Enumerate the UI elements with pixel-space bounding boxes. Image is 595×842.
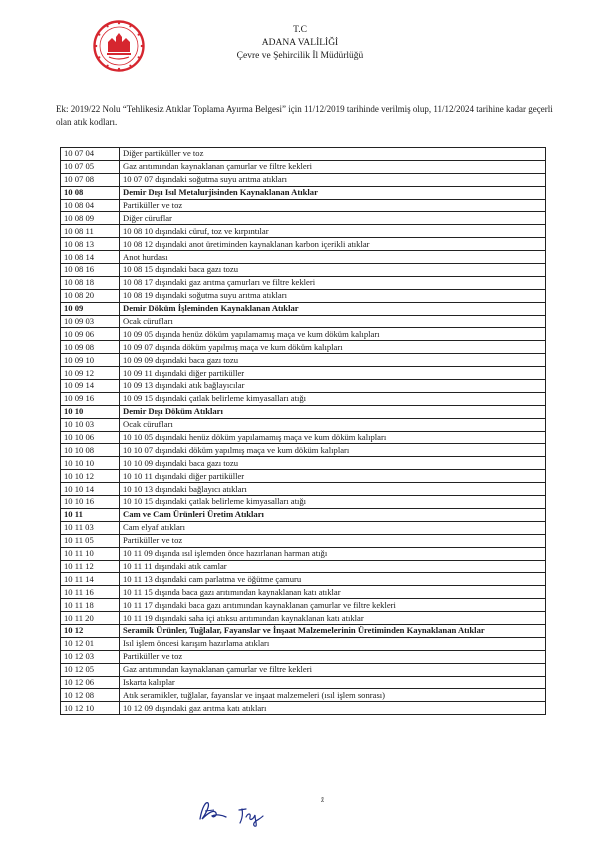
waste-code-cell: 10 09 06 <box>61 328 120 341</box>
waste-code-cell: 10 12 08 <box>61 689 120 702</box>
waste-description-cell: 10 08 10 dışındaki cüruf, toz ve kırpıntılar <box>120 225 546 238</box>
table-row <box>61 315 546 328</box>
table-row <box>61 289 546 302</box>
waste-description-cell: 10 11 09 dışında ısıl işlemden önce hazırlanan harman atığı <box>120 547 546 560</box>
table-row <box>61 367 546 380</box>
waste-description-cell: Gaz arıtımından kaynaklanan çamurlar ve filtre kekleri <box>120 663 546 676</box>
waste-code-cell: 10 11 20 <box>61 612 120 625</box>
table-row <box>61 470 546 483</box>
waste-code-cell: 10 10 12 <box>61 470 120 483</box>
waste-code-cell: 10 08 16 <box>61 264 120 277</box>
waste-code-cell: 10 09 <box>61 302 120 315</box>
ministry-seal-logo <box>93 20 145 72</box>
waste-description-cell: 10 08 17 dışındaki gaz arıtma çamurları ve filtre kekleri <box>120 276 546 289</box>
waste-code-cell: 10 07 05 <box>61 160 120 173</box>
waste-description-cell: 10 09 05 dışında henüz döküm yapılamamış maça ve kum döküm kalıpları <box>120 328 546 341</box>
waste-code-cell: 10 10 06 <box>61 431 120 444</box>
waste-code-cell: 10 08 11 <box>61 225 120 238</box>
waste-code-cell: 10 11 <box>61 508 120 521</box>
header-line-2: ADANA VALİLİĞİ <box>261 38 339 48</box>
waste-description-cell: Anot hurdası <box>120 251 546 264</box>
waste-description-cell: Isıl işlem öncesi karışım hazırlama atıkları <box>120 637 546 650</box>
table-row <box>61 392 546 405</box>
page-mark: ž <box>321 796 325 804</box>
waste-code-cell: 10 11 05 <box>61 534 120 547</box>
header-line-1: T.C <box>293 25 307 35</box>
waste-code-cell: 10 10 10 <box>61 457 120 470</box>
waste-code-cell: 10 08 18 <box>61 276 120 289</box>
waste-description-cell: Diğer partiküller ve toz <box>120 148 546 161</box>
waste-description-cell: 10 10 07 dışındaki döküm yapılmış maça ve kum döküm kalıpları <box>120 444 546 457</box>
waste-code-cell: 10 11 18 <box>61 599 120 612</box>
waste-code-cell: 10 12 <box>61 624 120 637</box>
waste-description-cell: 10 11 19 dışındaki saha içi atıksu arıtımından kaynaklanan katı atıklar <box>120 612 546 625</box>
table-row <box>61 676 546 689</box>
signature-2 <box>236 804 266 828</box>
table-row <box>61 225 546 238</box>
waste-code-cell: 10 07 04 <box>61 148 120 161</box>
table-row <box>61 663 546 676</box>
section-heading-row <box>61 624 546 637</box>
waste-code-cell: 10 09 08 <box>61 341 120 354</box>
intro-paragraph: Ek: 2019/22 Nolu “Tehlikesiz Atıklar Toplama Ayırma Belgesi” için 11/12/2019 tarihinde verilmiş olup, 11/12/2024 tarihine kadar geçerli olan atık kodları. <box>56 104 553 127</box>
waste-description-cell: 10 09 13 dışındaki atık bağlayıcılar <box>120 380 546 393</box>
waste-code-cell: 10 12 10 <box>61 702 120 715</box>
table-row <box>61 547 546 560</box>
waste-description-cell: Ocak cürufları <box>120 315 546 328</box>
waste-description-cell: 10 11 13 dışındaki cam parlatma ve öğütme çamuru <box>120 573 546 586</box>
waste-code-table <box>60 147 546 715</box>
waste-description-cell: 10 10 13 dışındaki bağlayıcı atıkları <box>120 483 546 496</box>
waste-code-cell: 10 10 08 <box>61 444 120 457</box>
waste-code-cell: 10 08 14 <box>61 251 120 264</box>
section-heading-row <box>61 302 546 315</box>
waste-description-cell: Atık seramikler, tuğlalar, fayanslar ve inşaat malzemeleri (ısıl işlem sonrası) <box>120 689 546 702</box>
table-row <box>61 573 546 586</box>
waste-description-cell: 10 08 15 dışındaki baca gazı tozu <box>120 264 546 277</box>
waste-description-cell: Cam ve Cam Ürünleri Üretim Atıkları <box>120 508 546 521</box>
table-row <box>61 586 546 599</box>
waste-description-cell: 10 10 11 dışındaki diğer partiküller <box>120 470 546 483</box>
waste-code-cell: 10 11 16 <box>61 586 120 599</box>
waste-description-cell: 10 09 15 dışındaki çatlak belirleme kimyasalları atığı <box>120 392 546 405</box>
table-row <box>61 637 546 650</box>
waste-description-cell: 10 11 17 dışındaki baca gazı arıtımından kaynaklanan çamurlar ve filtre kekleri <box>120 599 546 612</box>
waste-code-cell: 10 10 14 <box>61 483 120 496</box>
waste-code-cell: 10 09 14 <box>61 380 120 393</box>
table-row <box>61 251 546 264</box>
waste-description-cell: Ocak cürufları <box>120 418 546 431</box>
waste-code-cell: 10 12 05 <box>61 663 120 676</box>
table-row <box>61 160 546 173</box>
waste-description-cell: 10 12 09 dışındaki gaz arıtma katı atıkları <box>120 702 546 715</box>
waste-description-cell: 10 09 07 dışında döküm yapılmış maça ve kum döküm kalıpları <box>120 341 546 354</box>
table-row <box>61 431 546 444</box>
section-heading-row <box>61 508 546 521</box>
table-row <box>61 650 546 663</box>
waste-description-cell: 10 11 11 dışındaki atık camlar <box>120 560 546 573</box>
table-row <box>61 599 546 612</box>
waste-description-cell: 10 09 11 dışındaki diğer partiküller <box>120 367 546 380</box>
signature-1 <box>196 797 230 825</box>
table-row <box>61 328 546 341</box>
table-row <box>61 341 546 354</box>
waste-description-cell: Iskarta kalıplar <box>120 676 546 689</box>
waste-code-cell: 10 10 <box>61 405 120 418</box>
table-row <box>61 444 546 457</box>
table-row <box>61 702 546 715</box>
waste-description-cell: Demir Dışı Isıl Metalurjisinden Kaynaklanan Atıklar <box>120 186 546 199</box>
waste-description-cell: 10 10 05 dışındaki henüz döküm yapılamamış maça ve kum döküm kalıpları <box>120 431 546 444</box>
waste-description-cell: 10 11 15 dışında baca gazı arıtımından kaynaklanan katı atıklar <box>120 586 546 599</box>
waste-code-cell: 10 09 03 <box>61 315 120 328</box>
waste-code-cell: 10 10 16 <box>61 496 120 509</box>
waste-code-cell: 10 11 14 <box>61 573 120 586</box>
table-row <box>61 418 546 431</box>
table-row <box>61 354 546 367</box>
waste-description-cell: Gaz arıtımından kaynaklanan çamurlar ve filtre kekleri <box>120 160 546 173</box>
waste-description-cell: 10 07 07 dışındaki soğutma suyu arıtma atıkları <box>120 173 546 186</box>
waste-description-cell: Demir Dışı Döküm Atıkları <box>120 405 546 418</box>
waste-code-cell: 10 12 03 <box>61 650 120 663</box>
waste-description-cell: 10 08 12 dışındaki anot üretiminden kaynaklanan karbon içerikli atıklar <box>120 238 546 251</box>
section-heading-row <box>61 186 546 199</box>
table-row <box>61 212 546 225</box>
table-row <box>61 689 546 702</box>
table-row <box>61 534 546 547</box>
waste-code-cell: 10 11 03 <box>61 521 120 534</box>
waste-description-cell: 10 09 09 dışındaki baca gazı tozu <box>120 354 546 367</box>
table-row <box>61 238 546 251</box>
waste-description-cell: 10 08 19 dışındaki soğutma suyu arıtma atıkları <box>120 289 546 302</box>
table-row <box>61 380 546 393</box>
table-row <box>61 276 546 289</box>
waste-code-cell: 10 09 12 <box>61 367 120 380</box>
table-row <box>61 521 546 534</box>
waste-description-cell: Partiküller ve toz <box>120 199 546 212</box>
waste-code-cell: 10 08 04 <box>61 199 120 212</box>
header-line-3: Çevre ve Şehircilik İl Müdürlüğü <box>236 51 364 61</box>
waste-description-cell: Partiküller ve toz <box>120 534 546 547</box>
waste-code-cell: 10 08 <box>61 186 120 199</box>
waste-description-cell: Diğer cüruflar <box>120 212 546 225</box>
waste-description-cell: Partiküller ve toz <box>120 650 546 663</box>
table-row <box>61 483 546 496</box>
table-row <box>61 148 546 161</box>
waste-code-cell: 10 08 20 <box>61 289 120 302</box>
waste-code-cell: 10 08 09 <box>61 212 120 225</box>
table-row <box>61 264 546 277</box>
waste-code-cell: 10 07 08 <box>61 173 120 186</box>
waste-code-cell: 10 08 13 <box>61 238 120 251</box>
waste-description-cell: 10 10 09 dışındaki baca gazı tozu <box>120 457 546 470</box>
table-row <box>61 612 546 625</box>
waste-code-cell: 10 12 06 <box>61 676 120 689</box>
waste-code-cell: 10 12 01 <box>61 637 120 650</box>
table-row <box>61 496 546 509</box>
table-row <box>61 199 546 212</box>
table-row <box>61 560 546 573</box>
waste-description-cell: Seramik Ürünler, Tuğlalar, Fayanslar ve İnşaat Malzemelerinin Üretiminden Kaynaklanan Atıklar <box>120 624 546 637</box>
waste-description-cell: 10 10 15 dışındaki çatlak belirleme kimyasalları atığı <box>120 496 546 509</box>
table-row <box>61 173 546 186</box>
waste-code-cell: 10 11 12 <box>61 560 120 573</box>
waste-code-cell: 10 09 16 <box>61 392 120 405</box>
table-row <box>61 457 546 470</box>
waste-code-cell: 10 09 10 <box>61 354 120 367</box>
document-header <box>200 24 400 63</box>
waste-code-cell: 10 11 10 <box>61 547 120 560</box>
waste-description-cell: Demir Döküm İşleminden Kaynaklanan Atıklar <box>120 302 546 315</box>
section-heading-row <box>61 405 546 418</box>
waste-description-cell: Cam elyaf atıkları <box>120 521 546 534</box>
waste-code-cell: 10 10 03 <box>61 418 120 431</box>
